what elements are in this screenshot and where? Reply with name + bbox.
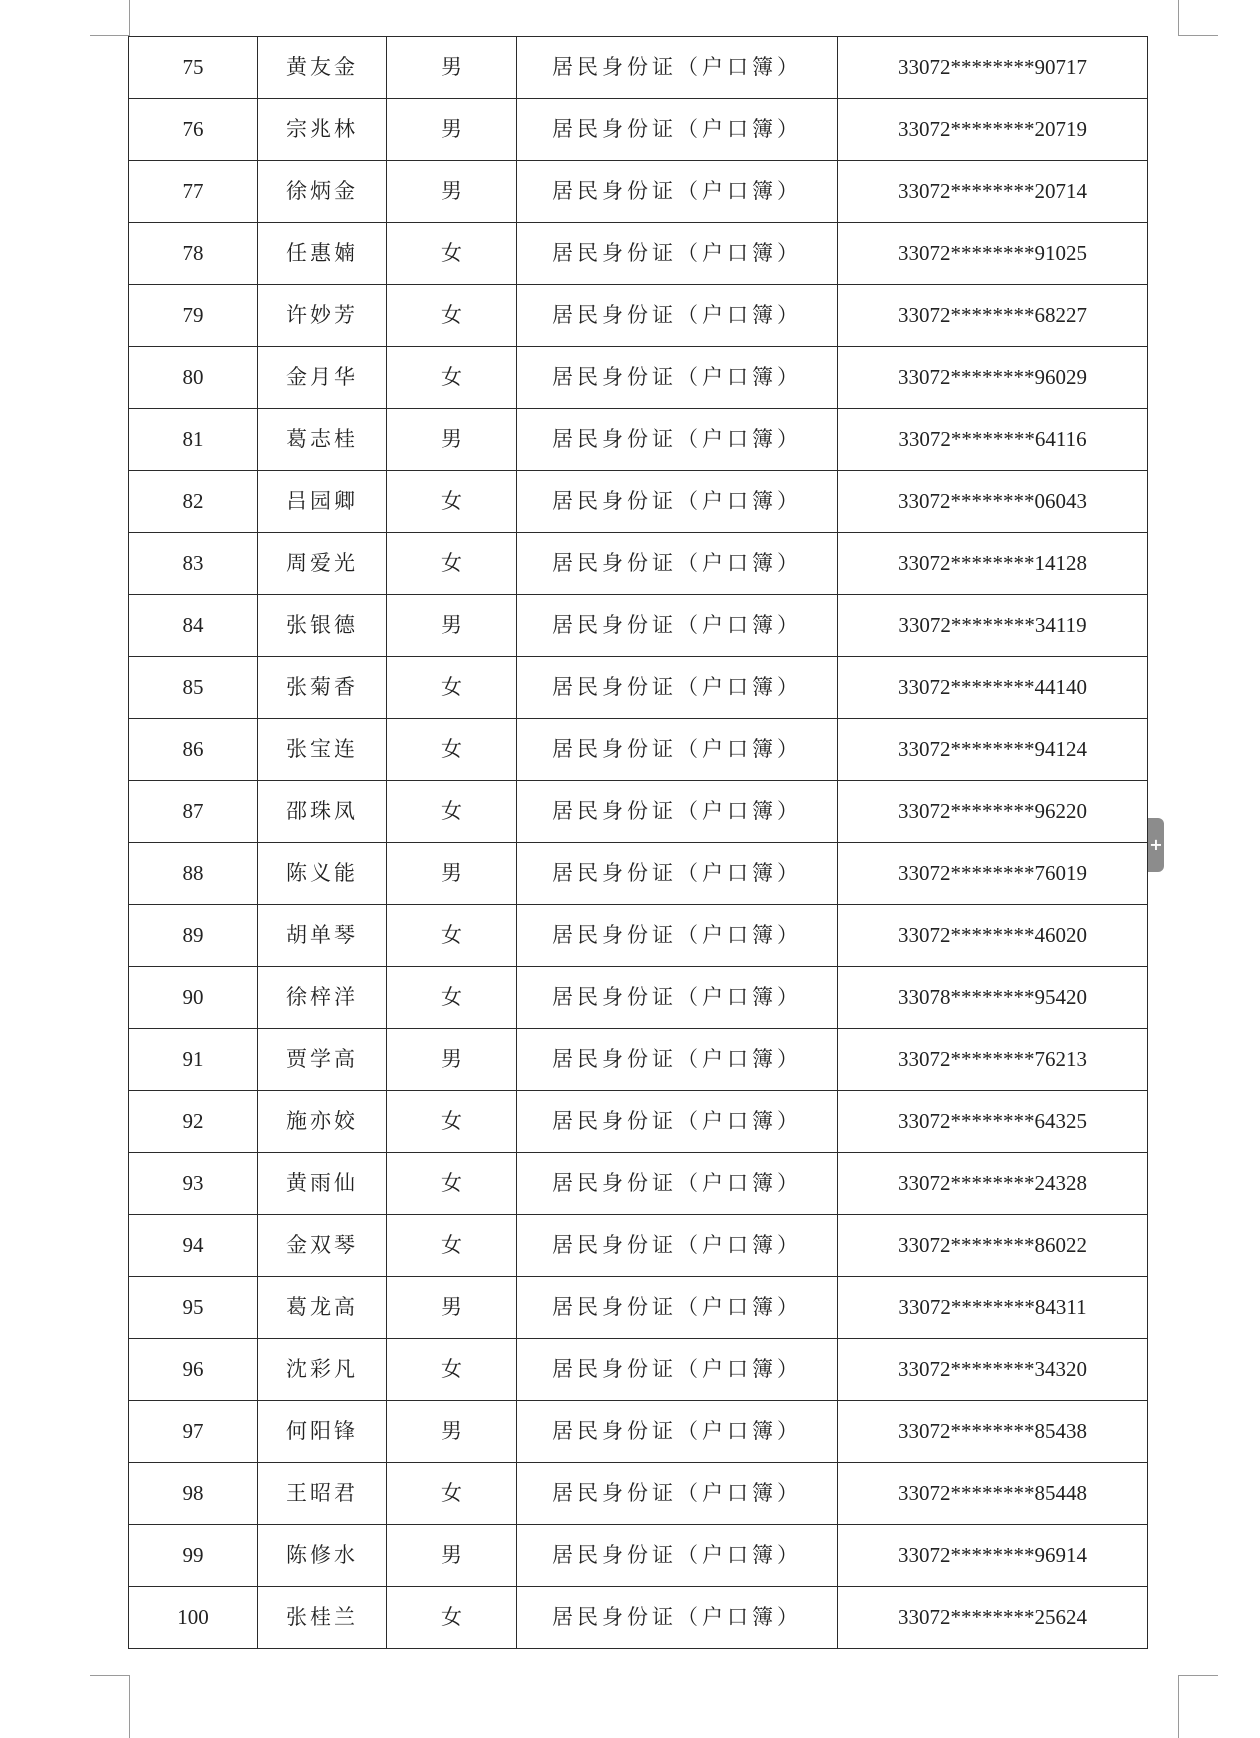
table-row: [129, 595, 1148, 657]
person-name-cell: 周爱光: [258, 533, 387, 595]
person-name-cell: 陈修水: [258, 1525, 387, 1587]
crop-mark-top-left: [90, 35, 130, 36]
document-type-cell: 居民身份证（户口簿）: [517, 905, 838, 967]
gender-cell: 女: [387, 471, 517, 533]
row-number-cell: 92: [129, 1091, 258, 1153]
gender-cell: 男: [387, 1525, 517, 1587]
document-type-cell: 居民身份证（户口簿）: [517, 1587, 838, 1649]
document-type-cell: 居民身份证（户口簿）: [517, 1091, 838, 1153]
id-number-cell: 33072********46020: [838, 905, 1148, 967]
table-row: [129, 533, 1148, 595]
gender-cell: 女: [387, 781, 517, 843]
id-number-cell: 33072********76213: [838, 1029, 1148, 1091]
row-number-cell: 89: [129, 905, 258, 967]
person-name-cell: 许妙芳: [258, 285, 387, 347]
row-number-cell: 95: [129, 1277, 258, 1339]
document-type-cell: 居民身份证（户口簿）: [517, 409, 838, 471]
table-row: [129, 285, 1148, 347]
id-number-cell: 33072********44140: [838, 657, 1148, 719]
gender-cell: 女: [387, 1215, 517, 1277]
id-number-cell: 33072********34119: [838, 595, 1148, 657]
gender-cell: 女: [387, 1091, 517, 1153]
roster-table-body: [129, 37, 1148, 1649]
person-name-cell: 张宝连: [258, 719, 387, 781]
person-name-cell: 贾学高: [258, 1029, 387, 1091]
crop-mark-bottom-right: [1178, 1675, 1218, 1676]
id-number-cell: 33072********96914: [838, 1525, 1148, 1587]
id-number-cell: 33072********34320: [838, 1339, 1148, 1401]
person-name-cell: 徐梓洋: [258, 967, 387, 1029]
row-number-cell: 93: [129, 1153, 258, 1215]
gender-cell: 男: [387, 1029, 517, 1091]
table-row: [129, 1401, 1148, 1463]
id-number-cell: 33072********85438: [838, 1401, 1148, 1463]
gender-cell: 女: [387, 223, 517, 285]
id-number-cell: 33072********76019: [838, 843, 1148, 905]
table-row: [129, 99, 1148, 161]
person-name-cell: 邵珠凤: [258, 781, 387, 843]
person-name-cell: 沈彩凡: [258, 1339, 387, 1401]
document-type-cell: 居民身份证（户口簿）: [517, 1029, 838, 1091]
person-name-cell: 黄雨仙: [258, 1153, 387, 1215]
gender-cell: 女: [387, 905, 517, 967]
gender-cell: 女: [387, 533, 517, 595]
document-type-cell: 居民身份证（户口簿）: [517, 161, 838, 223]
person-name-cell: 张菊香: [258, 657, 387, 719]
person-name-cell: 何阳锋: [258, 1401, 387, 1463]
table-row: [129, 843, 1148, 905]
add-row-button[interactable]: [1148, 818, 1164, 872]
gender-cell: 男: [387, 161, 517, 223]
row-number-cell: 100: [129, 1587, 258, 1649]
id-number-cell: 33072********85448: [838, 1463, 1148, 1525]
gender-cell: 男: [387, 99, 517, 161]
person-name-cell: 宗兆林: [258, 99, 387, 161]
row-number-cell: 90: [129, 967, 258, 1029]
document-type-cell: 居民身份证（户口簿）: [517, 223, 838, 285]
row-number-cell: 84: [129, 595, 258, 657]
crop-mark-top-right: [1178, 0, 1179, 36]
row-number-cell: 87: [129, 781, 258, 843]
id-number-cell: 33072********86022: [838, 1215, 1148, 1277]
gender-cell: 女: [387, 347, 517, 409]
person-name-cell: 张银德: [258, 595, 387, 657]
table-row: [129, 161, 1148, 223]
gender-cell: 女: [387, 285, 517, 347]
crop-mark-bottom-left: [90, 1675, 130, 1676]
gender-cell: 女: [387, 967, 517, 1029]
crop-mark-bottom-right: [1178, 1675, 1179, 1738]
table-row: [129, 1091, 1148, 1153]
row-number-cell: 96: [129, 1339, 258, 1401]
id-number-cell: 33072********96220: [838, 781, 1148, 843]
gender-cell: 女: [387, 1463, 517, 1525]
row-number-cell: 85: [129, 657, 258, 719]
id-number-cell: 33072********91025: [838, 223, 1148, 285]
id-number-cell: 33072********06043: [838, 471, 1148, 533]
row-number-cell: 81: [129, 409, 258, 471]
table-row: [129, 1029, 1148, 1091]
document-type-cell: 居民身份证（户口簿）: [517, 719, 838, 781]
person-name-cell: 吕园卿: [258, 471, 387, 533]
id-number-cell: 33072********68227: [838, 285, 1148, 347]
document-type-cell: 居民身份证（户口簿）: [517, 595, 838, 657]
id-number-cell: 33072********84311: [838, 1277, 1148, 1339]
person-name-cell: 徐炳金: [258, 161, 387, 223]
id-number-cell: 33072********20719: [838, 99, 1148, 161]
table-row: [129, 1153, 1148, 1215]
table-row: [129, 409, 1148, 471]
row-number-cell: 91: [129, 1029, 258, 1091]
person-name-cell: 胡单琴: [258, 905, 387, 967]
row-number-cell: 75: [129, 37, 258, 99]
table-row: [129, 1587, 1148, 1649]
gender-cell: 男: [387, 595, 517, 657]
row-number-cell: 94: [129, 1215, 258, 1277]
gender-cell: 女: [387, 1153, 517, 1215]
row-number-cell: 80: [129, 347, 258, 409]
row-number-cell: 83: [129, 533, 258, 595]
row-number-cell: 97: [129, 1401, 258, 1463]
row-number-cell: 79: [129, 285, 258, 347]
document-type-cell: 居民身份证（户口簿）: [517, 843, 838, 905]
person-name-cell: 葛志桂: [258, 409, 387, 471]
id-number-cell: 33072********20714: [838, 161, 1148, 223]
person-name-cell: 施亦姣: [258, 1091, 387, 1153]
row-number-cell: 86: [129, 719, 258, 781]
document-type-cell: 居民身份证（户口簿）: [517, 967, 838, 1029]
table-row: [129, 1215, 1148, 1277]
document-type-cell: 居民身份证（户口簿）: [517, 1463, 838, 1525]
table-row: [129, 719, 1148, 781]
document-type-cell: 居民身份证（户口簿）: [517, 99, 838, 161]
table-row: [129, 223, 1148, 285]
crop-mark-top-right: [1178, 35, 1218, 36]
gender-cell: 女: [387, 1587, 517, 1649]
id-number-cell: 33072********64325: [838, 1091, 1148, 1153]
document-type-cell: 居民身份证（户口簿）: [517, 347, 838, 409]
row-number-cell: 88: [129, 843, 258, 905]
document-type-cell: 居民身份证（户口簿）: [517, 1339, 838, 1401]
document-type-cell: 居民身份证（户口簿）: [517, 1153, 838, 1215]
person-name-cell: 金双琴: [258, 1215, 387, 1277]
table-row: [129, 37, 1148, 99]
table-row: [129, 781, 1148, 843]
person-name-cell: 张桂兰: [258, 1587, 387, 1649]
document-type-cell: 居民身份证（户口簿）: [517, 37, 838, 99]
gender-cell: 女: [387, 657, 517, 719]
table-row: [129, 471, 1148, 533]
gender-cell: 男: [387, 409, 517, 471]
gender-cell: 女: [387, 719, 517, 781]
id-number-cell: 33078********95420: [838, 967, 1148, 1029]
id-number-cell: 33072********25624: [838, 1587, 1148, 1649]
table-row: [129, 657, 1148, 719]
roster-table: [128, 36, 1148, 1649]
row-number-cell: 77: [129, 161, 258, 223]
gender-cell: 男: [387, 843, 517, 905]
crop-mark-top-left: [129, 0, 130, 36]
id-number-cell: 33072********96029: [838, 347, 1148, 409]
table-row: [129, 347, 1148, 409]
id-number-cell: 33072********94124: [838, 719, 1148, 781]
person-name-cell: 王昭君: [258, 1463, 387, 1525]
document-type-cell: 居民身份证（户口簿）: [517, 1277, 838, 1339]
row-number-cell: 78: [129, 223, 258, 285]
row-number-cell: 76: [129, 99, 258, 161]
table-row: [129, 905, 1148, 967]
id-number-cell: 33072********90717: [838, 37, 1148, 99]
id-number-cell: 33072********64116: [838, 409, 1148, 471]
document-type-cell: 居民身份证（户口簿）: [517, 1215, 838, 1277]
table-row: [129, 1277, 1148, 1339]
document-type-cell: 居民身份证（户口簿）: [517, 1525, 838, 1587]
document-type-cell: 居民身份证（户口簿）: [517, 657, 838, 719]
person-name-cell: 陈义能: [258, 843, 387, 905]
person-name-cell: 金月华: [258, 347, 387, 409]
table-row: [129, 967, 1148, 1029]
person-name-cell: 黄友金: [258, 37, 387, 99]
gender-cell: 男: [387, 1401, 517, 1463]
document-type-cell: 居民身份证（户口簿）: [517, 533, 838, 595]
document-type-cell: 居民身份证（户口簿）: [517, 285, 838, 347]
row-number-cell: 82: [129, 471, 258, 533]
document-type-cell: 居民身份证（户口簿）: [517, 1401, 838, 1463]
table-row: [129, 1525, 1148, 1587]
gender-cell: 男: [387, 37, 517, 99]
crop-mark-bottom-left: [129, 1675, 130, 1738]
gender-cell: 男: [387, 1277, 517, 1339]
gender-cell: 女: [387, 1339, 517, 1401]
table-row: [129, 1339, 1148, 1401]
row-number-cell: 99: [129, 1525, 258, 1587]
person-name-cell: 任惠婻: [258, 223, 387, 285]
plus-icon: +: [1149, 835, 1163, 854]
row-number-cell: 98: [129, 1463, 258, 1525]
person-name-cell: 葛龙高: [258, 1277, 387, 1339]
id-number-cell: 33072********24328: [838, 1153, 1148, 1215]
id-number-cell: 33072********14128: [838, 533, 1148, 595]
table-row: [129, 1463, 1148, 1525]
document-type-cell: 居民身份证（户口簿）: [517, 781, 838, 843]
document-type-cell: 居民身份证（户口簿）: [517, 471, 838, 533]
